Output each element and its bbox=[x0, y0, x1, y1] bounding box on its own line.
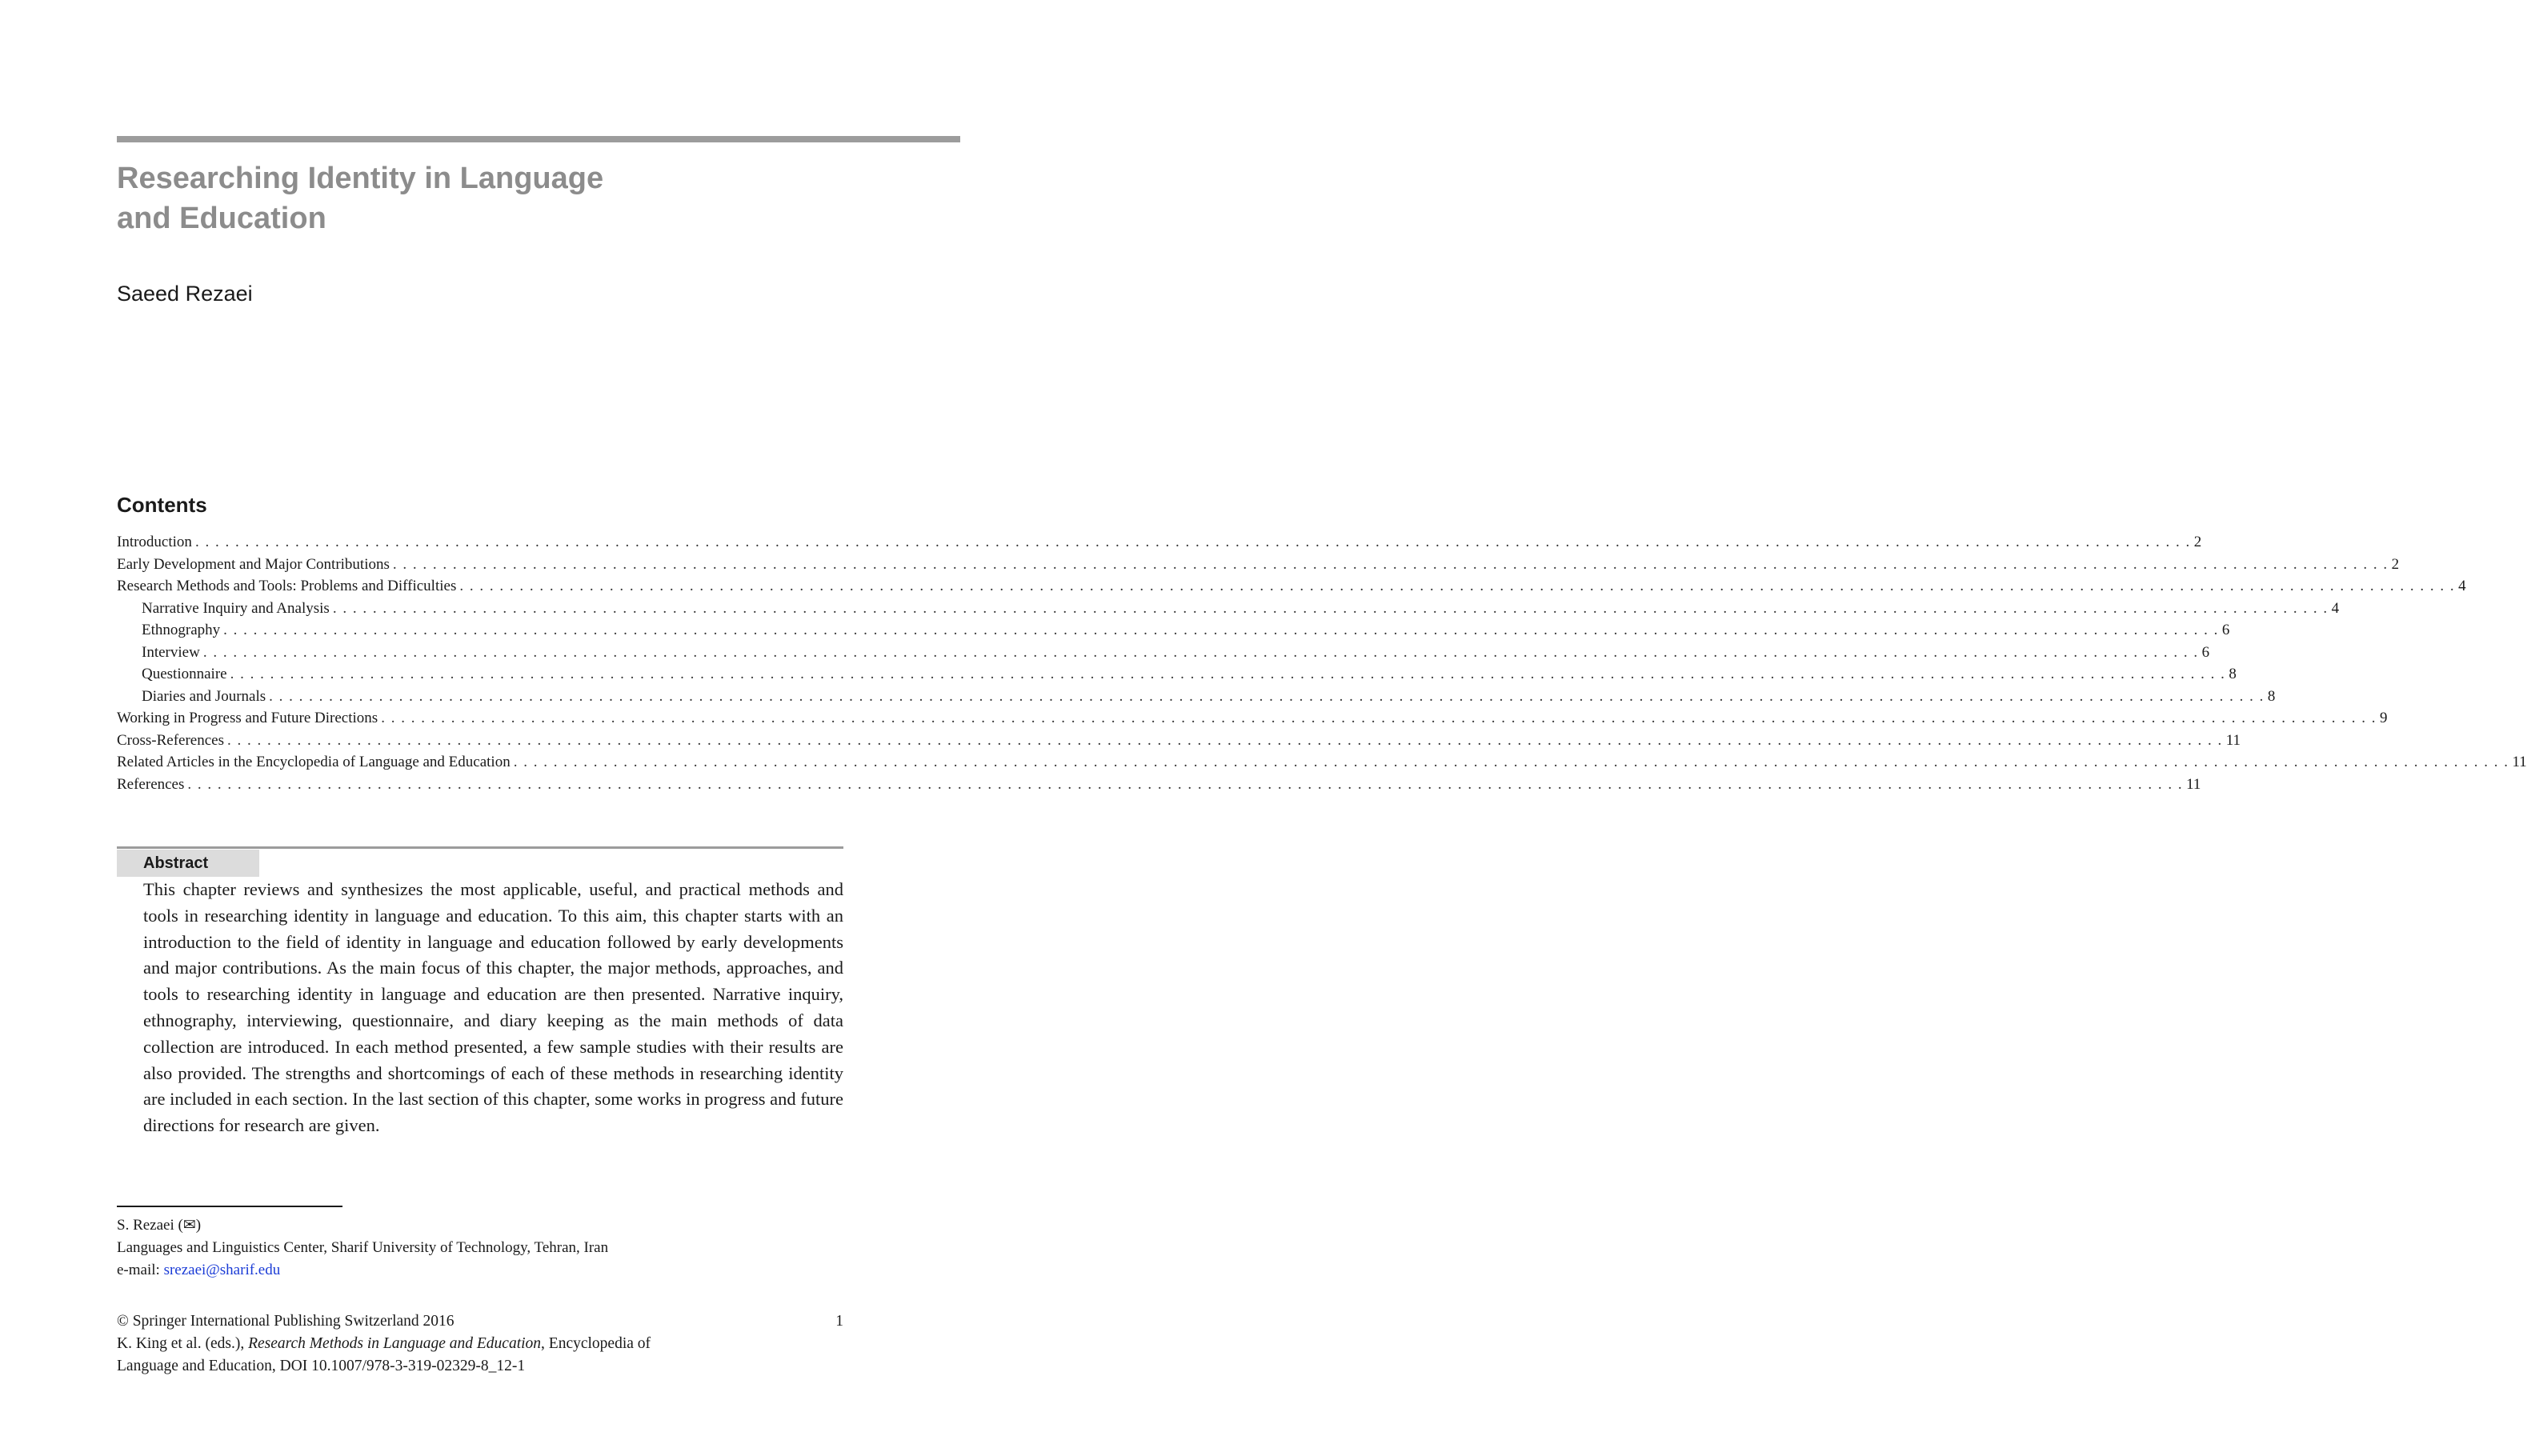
toc-entry-page: 11 bbox=[2186, 775, 2201, 793]
toc-leader: . . . . . . . . . . . . . . . . . . . . . . . . . . . . . . . . . . . . . . . . . . . . . . . . . . . . . . . . . . . . . . . . . . . . . . . . . . . . . . . . . . . . . . . . . . . . . . . . . . . . . . . . . . . . . . . . . . . . . . . . . . . . . . . . . . . . . . . . . . . . . . . . . . . . . . . . . . . . . . . . . . . . . . . . . . . . . . . . . . . . . . . . . . . . . . . . . . . . . . . . bbox=[269, 687, 2265, 705]
toc-entry-page: 11 bbox=[2512, 754, 2527, 770]
toc-entry-label: Cross-References bbox=[117, 731, 225, 749]
citation-series: , Encyclopedia of bbox=[541, 1335, 651, 1352]
citation-editors: K. King et al. (eds.), bbox=[117, 1335, 249, 1352]
toc-entry[interactable] bbox=[117, 555, 2400, 578]
toc-subentry[interactable] bbox=[117, 622, 2230, 644]
footnote-affiliation: Languages and Linguistics Center, Sharif University of Technology, Tehran, Iran bbox=[117, 1239, 609, 1256]
toc-entry-page: 11 bbox=[2225, 731, 2241, 749]
toc-entry-page: 2 bbox=[2391, 555, 2400, 573]
copyright-line bbox=[117, 1310, 843, 1333]
author-footnote bbox=[117, 1214, 837, 1282]
citation-book-title: Research Methods in Language and Education bbox=[248, 1335, 542, 1352]
toc-subentry[interactable] bbox=[117, 666, 2237, 688]
toc-entry-label: Narrative Inquiry and Analysis bbox=[142, 599, 330, 617]
top-rule bbox=[117, 136, 960, 142]
toc-entry-label: Working in Progress and Future Directions bbox=[117, 710, 378, 726]
footnote-author: S. Rezaei (✉) bbox=[117, 1217, 202, 1234]
toc-entry[interactable] bbox=[117, 534, 2202, 556]
toc-leader: . . . . . . . . . . . . . . . . . . . . . . . . . . . . . . . . . . . . . . . . . . . . . . . . . . . . . . . . . . . . . . . . . . . . . . . . . . . . . . . . . . . . . . . . . . . . . . . . . . . . . . . . . . . . . . . . . . . . . . . . . . . . . . . . . . . . . . . . . . . . . . . . . . . . . . . . . . . . . . . . . . . . . . . . . . . . . . . . . . . . . . . . . . . . . . . . . . . . . . . . bbox=[227, 731, 2223, 749]
toc-entry-label: References bbox=[117, 775, 185, 793]
toc-entry-page: 8 bbox=[2229, 666, 2237, 682]
toc-entry-label: Early Development and Major Contributions bbox=[117, 555, 390, 573]
toc-leader: . . . . . . . . . . . . . . . . . . . . . . . . . . . . . . . . . . . . . . . . . . . . . . . . . . . . . . . . . . . . . . . . . . . . . . . . . . . . . . . . . . . . . . . . . . . . . . . . . . . . . . . . . . . . . . . . . . . . . . . . . . . . . . . . . . . . . . . . . . . . . . . . . . . . . . . . . . . . . . . . . . . . . . . . . . . . . . . . . . . . . . . . . . . . . . . . . . . . . . . . bbox=[202, 643, 2199, 661]
toc-entry-label: Related Articles in the Encyclopedia of Language and Education bbox=[117, 754, 511, 770]
toc-leader: . . . . . . . . . . . . . . . . . . . . . . . . . . . . . . . . . . . . . . . . . . . . . . . . . . . . . . . . . . . . . . . . . . . . . . . . . . . . . . . . . . . . . . . . . . . . . . . . . . . . . . . . . . . . . . . . . . . . . . . . . . . . . . . . . . . . . . . . . . . . . . . . . . . . . . . . . . . . . . . . . . . . . . . . . . . . . . . . . . . . . . . . . . . . . . . . . . . . . . . . bbox=[332, 599, 2329, 617]
toc-entry[interactable] bbox=[117, 775, 2201, 798]
toc-entry[interactable] bbox=[117, 710, 2388, 732]
toc-entry-page: 8 bbox=[2267, 687, 2276, 705]
toc-entry-page: 4 bbox=[2331, 599, 2340, 617]
toc-entry[interactable] bbox=[117, 754, 2527, 776]
footnote-rule bbox=[117, 1206, 342, 1207]
toc-leader: . . . . . . . . . . . . . . . . . . . . . . . . . . . . . . . . . . . . . . . . . . . . . . . . . . . . . . . . . . . . . . . . . . . . . . . . . . . . . . . . . . . . . . . . . . . . . . . . . . . . . . . . . . . . . . . . . . . . . . . . . . . . . . . . . . . . . . . . . . . . . . . . . . . . . . . . . . . . . . . . . . . . . . . . . . . . . . . . . . . . . . . . . . . . . . . . . . . . . . . . bbox=[381, 710, 2377, 726]
citation-doi: Language and Education, DOI 10.1007/978-3-319-02329-8_12-1 bbox=[117, 1358, 526, 1374]
title-line-1: Researching Identity in Language bbox=[117, 162, 604, 195]
contents-heading: Contents bbox=[117, 493, 207, 517]
author-name: Saeed Rezaei bbox=[117, 282, 253, 306]
toc-entry-page: 2 bbox=[2193, 534, 2202, 550]
email-link[interactable]: srezaei@sharif.edu bbox=[163, 1262, 281, 1278]
toc-entry-label: Research Methods and Tools: Problems and Difficulties bbox=[117, 578, 457, 594]
abstract-label: Abstract bbox=[117, 850, 259, 877]
toc-leader: . . . . . . . . . . . . . . . . . . . . . . . . . . . . . . . . . . . . . . . . . . . . . . . . . . . . . . . . . . . . . . . . . . . . . . . . . . . . . . . . . . . . . . . . . . . . . . . . . . . . . . . . . . . . . . . . . . . . . . . . . . . . . . . . . . . . . . . . . . . . . . . . . . . . . . . . . . . . . . . . . . . . . . . . . . . . . . . . . . . . . . . . . . . . . . . . . . . . . . . . bbox=[223, 622, 2219, 638]
email-prefix: e-mail: bbox=[117, 1262, 164, 1278]
copyright-text: © Springer International Publishing Switzerland 2016 bbox=[117, 1313, 455, 1330]
toc-entry-label: Interview bbox=[142, 643, 200, 661]
toc-subentry[interactable] bbox=[117, 687, 2276, 710]
toc-entry[interactable] bbox=[117, 578, 2466, 600]
toc-subentry[interactable] bbox=[117, 599, 2340, 622]
toc-leader: . . . . . . . . . . . . . . . . . . . . . . . . . . . . . . . . . . . . . . . . . . . . . . . . . . . . . . . . . . . . . . . . . . . . . . . . . . . . . . . . . . . . . . . . . . . . . . . . . . . . . . . . . . . . . . . . . . . . . . . . . . . . . . . . . . . . . . . . . . . . . . . . . . . . . . . . . . . . . . . . . . . . . . . . . . . . . . . . . . . . . . . . . . . . . . . . . . . . . . . . bbox=[230, 666, 2226, 682]
chapter-title bbox=[117, 158, 725, 238]
toc-leader: . . . . . . . . . . . . . . . . . . . . . . . . . . . . . . . . . . . . . . . . . . . . . . . . . . . . . . . . . . . . . . . . . . . . . . . . . . . . . . . . . . . . . . . . . . . . . . . . . . . . . . . . . . . . . . . . . . . . . . . . . . . . . . . . . . . . . . . . . . . . . . . . . . . . . . . . . . . . . . . . . . . . . . . . . . . . . . . . . . . . . . . . . . . . . . . . . . . . . . . . bbox=[187, 775, 2184, 793]
table-of-contents bbox=[117, 534, 2527, 798]
page-number: 1 bbox=[835, 1313, 843, 1330]
toc-entry-page: 9 bbox=[2379, 710, 2388, 726]
toc-entry-label: Diaries and Journals bbox=[142, 687, 266, 705]
abstract-text: This chapter reviews and synthesizes the most applicable, useful, and practical methods and tools in researching identity in language and education. To this aim, this chapter starts with an introduction to the field of identity in language and education followed by early developments and major contributions. As the main focus of this chapter, the major methods, approaches, and tools to researching identity in language and education are then presented. Narrative inquiry, ethnography, interviewing, questionnaire, and diary keeping as the main methods of data collection are introduced. In each method presented, a few sample studies with their results are also provided. The strengths and shortcomings of each of these methods in researching identity are included in each section. In the last section of this chapter, some works in progress and future directions for research are given. bbox=[143, 879, 843, 1136]
copyright-block bbox=[117, 1310, 843, 1378]
toc-entry[interactable] bbox=[117, 731, 2241, 754]
toc-entry-label: Questionnaire bbox=[142, 666, 227, 682]
toc-subentry[interactable] bbox=[117, 643, 2210, 666]
toc-entry-page: 6 bbox=[2201, 643, 2210, 661]
citation-line-1 bbox=[117, 1333, 843, 1355]
toc-entry-label: Introduction bbox=[117, 534, 192, 550]
toc-entry-page: 6 bbox=[2221, 622, 2230, 638]
toc-leader: . . . . . . . . . . . . . . . . . . . . . . . . . . . . . . . . . . . . . . . . . . . . . . . . . . . . . . . . . . . . . . . . . . . . . . . . . . . . . . . . . . . . . . . . . . . . . . . . . . . . . . . . . . . . . . . . . . . . . . . . . . . . . . . . . . . . . . . . . . . . . . . . . . . . . . . . . . . . . . . . . . . . . . . . . . . . . . . . . . . . . . . . . . . . . . . . . . . . . . . . bbox=[194, 534, 2191, 550]
title-line-2: and Education bbox=[117, 202, 326, 235]
toc-leader: . . . . . . . . . . . . . . . . . . . . . . . . . . . . . . . . . . . . . . . . . . . . . . . . . . . . . . . . . . . . . . . . . . . . . . . . . . . . . . . . . . . . . . . . . . . . . . . . . . . . . . . . . . . . . . . . . . . . . . . . . . . . . . . . . . . . . . . . . . . . . . . . . . . . . . . . . . . . . . . . . . . . . . . . . . . . . . . . . . . . . . . . . . . . . . . . . . . . . . . . bbox=[392, 555, 2389, 573]
toc-leader: . . . . . . . . . . . . . . . . . . . . . . . . . . . . . . . . . . . . . . . . . . . . . . . . . . . . . . . . . . . . . . . . . . . . . . . . . . . . . . . . . . . . . . . . . . . . . . . . . . . . . . . . . . . . . . . . . . . . . . . . . . . . . . . . . . . . . . . . . . . . . . . . . . . . . . . . . . . . . . . . . . . . . . . . . . . . . . . . . . . . . . . . . . . . . . . . . . . . . . . . bbox=[459, 578, 2456, 594]
toc-leader: . . . . . . . . . . . . . . . . . . . . . . . . . . . . . . . . . . . . . . . . . . . . . . . . . . . . . . . . . . . . . . . . . . . . . . . . . . . . . . . . . . . . . . . . . . . . . . . . . . . . . . . . . . . . . . . . . . . . . . . . . . . . . . . . . . . . . . . . . . . . . . . . . . . . . . . . . . . . . . . . . . . . . . . . . . . . . . . . . . . . . . . . . . . . . . . . . . . . . . . . bbox=[513, 754, 2509, 770]
toc-entry-page: 4 bbox=[2458, 578, 2466, 594]
abstract-rule bbox=[117, 846, 843, 849]
footnote-email-line bbox=[117, 1259, 837, 1282]
toc-entry-label: Ethnography bbox=[142, 622, 221, 638]
